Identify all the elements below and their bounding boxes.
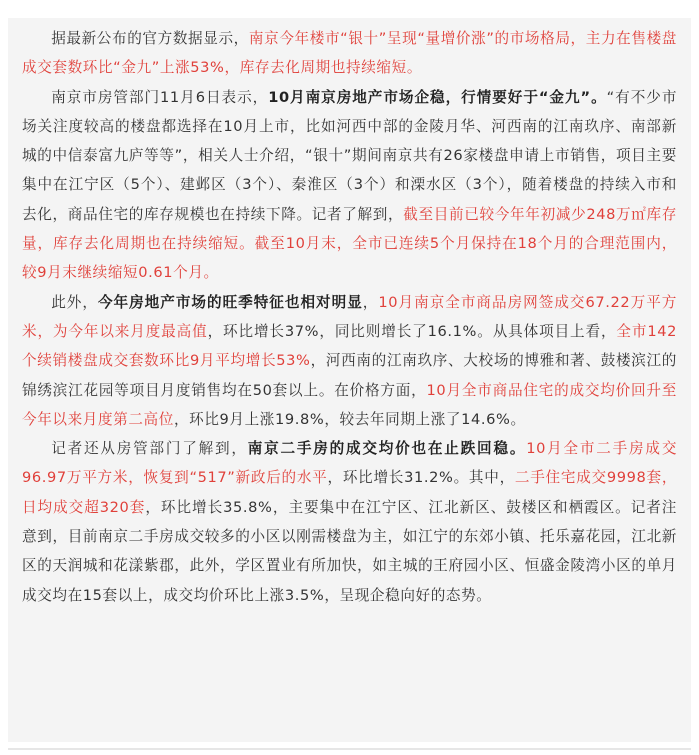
text-run: ，环比增长35.8%，主要集中在江宁区、江北新区、鼓楼区和栖霞区。记者注意到，目前南京二手房成交较多的小区以刚需楼盘为主，如江宁的东郊小镇、托乐嘉花园，江北新区的天润城和花漾紫郡，此外，学区置业有所加快，如主城的王府园小区、恒盛金陵湾小区的单月成交均在15套以上，成交均价环比上涨3.5%，呈现企稳向好的态势。: [22, 498, 677, 604]
paragraph-4: [22, 434, 677, 610]
text-run: ，: [362, 293, 379, 311]
bold-run: 南京二手房的成交均价也在止跌回稳。: [247, 440, 527, 458]
highlight-run: 截至目前已较今年年初减少248万㎡库存量，库存去化周期也在持续缩短。截至10月末，全市已连续5个月保持在18个月的合理范围内，较9月末继续缩短0.61个月。: [22, 205, 677, 282]
highlight-run: 二手住宅成交9998套，日均成交超320套: [22, 469, 678, 516]
text-run: 此外，: [51, 293, 98, 311]
bottom-divider: [8, 748, 691, 750]
text-run: ，环比9月上涨19.8%，较去年同期上涨了14.6%。: [173, 410, 526, 428]
highlight-run: 全市142个续销楼盘成交套数环比9月平均增长53%: [22, 322, 678, 370]
highlight-run: 10月全市商品住宅的成交均价回升至今年以来月度第二高位: [22, 381, 677, 428]
text-run: 南京市房管部门11月6日表示，: [51, 88, 269, 106]
paragraph-1: [22, 24, 677, 83]
paragraph-3: [22, 288, 677, 434]
highlight-run: 10月全市二手房成交96.97万平方米，恢复到“517”新政后的水平: [22, 440, 678, 487]
paragraph-2: [22, 83, 677, 288]
highlight-run: 10月南京全市商品房网签成交67.22万平方米，为今年以来月度最高值: [22, 293, 677, 340]
text-run: 记者还从房管部门了解到，: [51, 440, 248, 458]
bold-run: 10月南京房地产市场企稳，行情要好于“金九”。: [268, 88, 607, 106]
bold-run: 今年房地产市场的旺季特征也相对明显: [97, 293, 363, 311]
text-run: ，河西南的江南玖序、大校场的博雅和著、鼓楼滨江的锦绣滨江花园等项目月度销售均在50套以上。在价格方面，: [22, 352, 677, 399]
text-run: “有不少市场关注度较高的楼盘都选择在10月上市，比如河西中部的金陵月华、河西南的江南玖序、南部新城的中信泰富九庐等等”，相关人士介绍，“银十”期间南京共有26家楼盘申请上市销售，项目主要集中在江宁区（5个）、建邺区（3个）、秦淮区（3个）和溧水区（3个），随着楼盘的持续入市和去化，商品住宅的库存规模也在持续下降。记者了解到，: [22, 88, 678, 223]
text-run: ，环比增长31.2%。其中，: [327, 469, 515, 487]
article-body: [8, 18, 691, 742]
highlight-run: 南京今年楼市“银十”呈现“量增价涨”的市场格局，主力在售楼盘成交套数环比“金九”上涨53%，库存去化周期也持续缩短。: [22, 30, 677, 77]
text-run: 据最新公布的官方数据显示，: [51, 30, 249, 47]
text-run: ，环比增长37%，同比则增长了16.1%。从具体项目上看，: [207, 322, 617, 340]
